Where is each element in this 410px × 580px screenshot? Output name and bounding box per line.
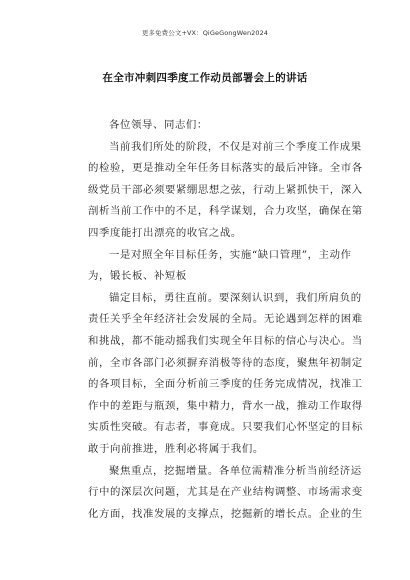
document-body — [88, 115, 363, 525]
body-line: 级党员干部必须要紧绷思想之弦，行动上紧抓快干，深入 — [88, 183, 363, 196]
body-line: 四季度能打出漂亮的收官之战。 — [88, 226, 242, 239]
document-title: 在全市冲刺四季度工作动员部署会上的讲话 — [102, 72, 308, 84]
body-line: 一是对照全年目标任务，实施“缺口管理”，主动作 — [109, 248, 352, 261]
body-line: 实质性突破。有志者，事竟成。只要我们心怀坚定的目标 — [88, 421, 363, 434]
body-line: 作中的差距与瓶颈，集中精力，背水一战，推动工作取得 — [88, 399, 363, 412]
body-line: 和挑战，都不能动摇我们实现全年目标的信心与决心。当 — [88, 334, 363, 347]
body-line: 前，全市各部门必须摒弃消极等待的态度，聚焦年初制定 — [88, 356, 363, 369]
body-line: 各位领导、同志们： — [109, 119, 208, 131]
body-line: 化方面，找准发展的支撑点，挖掘新的增长点。企业的生 — [88, 507, 363, 520]
body-line: 聚焦重点，挖掘增量。各单位需精准分析当前经济运 — [109, 464, 362, 477]
body-line: 为，锻长板、补短板 — [88, 270, 187, 283]
body-line: 责任关乎全年经济社会发展的全局。无论遇到怎样的困难 — [88, 313, 363, 326]
body-line: 当前我们所处的阶段，不仅是对前三个季度工作成果 — [109, 140, 362, 153]
body-line: 锚定目标，勇往直前。要深刻认识到，我们所肩负的 — [109, 291, 362, 304]
body-line: 的检验，更是推动全年任务目标落实的最后冲锋。全市各 — [88, 162, 363, 175]
body-line: 敢于向前推进，胜利必将属于我们。 — [88, 442, 264, 455]
header-note: 更多免费公文+VX：QiGeGongWen2024 — [141, 29, 269, 37]
body-line: 的各项目标，全面分析前三季度的任务完成情况，找准工 — [88, 378, 363, 391]
body-line: 剖析当前工作中的不足，科学谋划，合力攻坚，确保在第 — [88, 205, 363, 218]
body-line: 行中的深层次问题，尤其是在产业结构调整、市场需求变 — [88, 486, 363, 499]
